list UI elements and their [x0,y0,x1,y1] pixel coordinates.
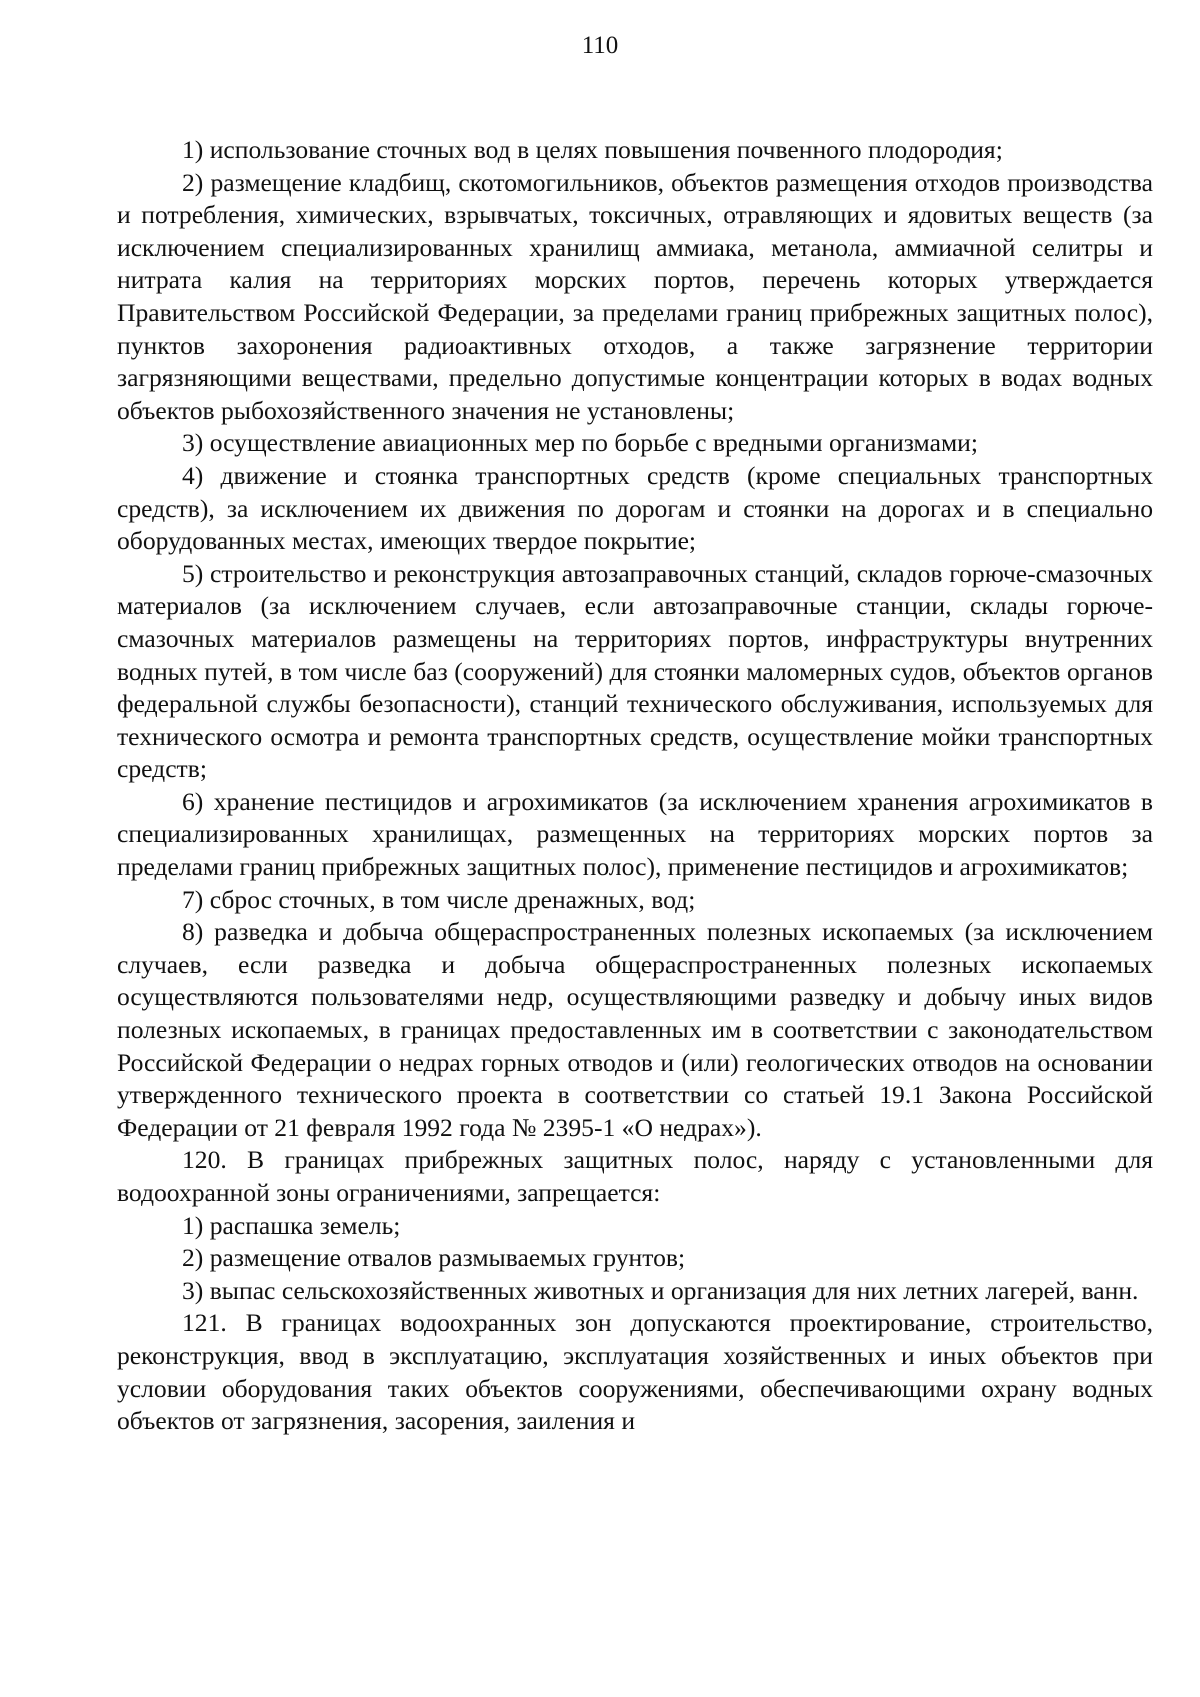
clause-120-item-2: 2) размещение отвалов размываемых грунтов; [182,1243,686,1273]
list-item-8-mineral-extraction: 8) разведка и добыча общераспространенных полезных ископаемых (за исключением случаев, если разведка и добыча общераспространенных полезных ископаемых осуществляются пользователями недр, осуществляющими разведку и добычу иных видов полезных ископаемых, в границах предоставленных им в соответствии с законодательством Российской Федерации о недрах горных отводов и (или) геологических отводов на основании утвержденного технического проекта в соответствии со статьей 19.1 Закона Российской Федерации от 21 февраля 1992 года № 2395-1 «О недрах»). [117,917,1153,1142]
clause-121: 121. В границах водоохранных зон допускаются проектирование, строительство, реконструкция, ввод в эксплуатацию, эксплуатация хозяйственных и иных объектов при условии оборудования таких объектов сооружениями, обеспечивающими охрану водных объектов от загрязнения, засорения, заиления и [117,1308,1153,1436]
list-item-7-wastewater-discharge: 7) сброс сточных, в том числе дренажных, вод; [182,884,696,914]
document-body [117,134,1153,1438]
list-item-5-fuel-stations: 5) строительство и реконструкция автозаправочных станций, складов горюче-смазочных материалов (за исключением случаев, если автозаправочные станции, склады горюче-смазочных материалов размещены на территориях портов, инфраструктуры внутренних водных путей, в том числе баз (сооружений) для стоянки маломерных судов, объектов органов федеральной службы безопасности), станций технического обслуживания, используемых для технического осмотра и ремонта транспортных средств, осуществление мойки транспортных средств; [117,558,1153,784]
list-item-1-wastewater-use: 1) использование сточных вод в целях повышения почвенного плодородия; [182,135,1003,164]
clause-120-item-3: 3) выпас сельскохозяйственных животных и организация для них летних лагерей, ванн. [182,1275,1139,1305]
list-item-6-pesticides: 6) хранение пестицидов и агрохимикатов (за исключением хранения агрохимикатов в специализированных хранилищах, размещенных на территориях морских портов за пределами границ прибрежных защитных полос), применение пестицидов и агрохимикатов; [117,786,1153,882]
list-item-3-aviation-measures: 3) осуществление авиационных мер по борьбе с вредными организмами; [182,428,978,458]
list-item-2-placement-prohibitions: 2) размещение кладбищ, скотомогильников, объектов размещения отходов производства и потребления, химических, взрывчатых, токсичных, отравляющих и ядовитых веществ (за исключением специализированных хранилищ аммиака, метанола, аммиачной селитры и нитрата калия на территориях морских портов, перечень которых утверждается Правительством Российской Федерации, за пределами границ прибрежных защитных полос), пунктов захоронения радиоактивных отходов, а также загрязнение территории загрязняющими веществами, предельно допустимые концентрации которых в водах водных объектов рыбохозяйственного значения не установлены; [117,167,1153,425]
list-item-4-vehicle-movement: 4) движение и стоянка транспортных средств (кроме специальных транспортных средств), за исключением их движения по дорогам и стоянки на дорогах и в специально оборудованных местах, имеющих твердое покрытие; [117,460,1153,556]
clause-120-item-1: 1) распашка земель; [182,1210,401,1240]
page-number: 110 [581,32,619,59]
clause-120: 120. В границах прибрежных защитных полос, наряду с установленными для водоохранной зоны ограничениями, запрещается: [117,1145,1153,1207]
